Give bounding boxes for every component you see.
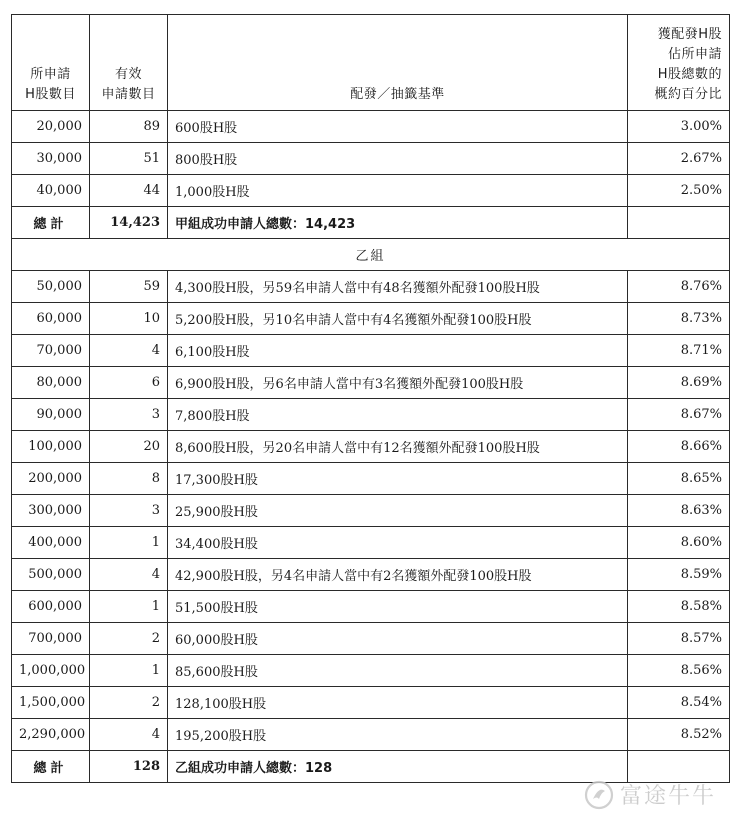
header-percent-line2: 佔所申請 [667, 47, 722, 62]
header-allocation-basis: 配發／抽籤基準 [168, 15, 628, 111]
header-applied-line1: 所申請 [30, 67, 71, 82]
total-valid-count: 14,423 [90, 207, 168, 239]
allocation-basis-cell: 1,000股H股 [168, 175, 628, 207]
allocation-percent-cell: 8.54% [628, 687, 730, 719]
allocation-percent-cell: 8.67% [628, 399, 730, 431]
table-row [12, 687, 730, 719]
allocation-basis-cell: 42,900股H股，另4名申請人當中有2名獲額外配發100股H股 [168, 559, 628, 591]
allocation-basis-cell: 6,900股H股，另6名申請人當中有3名獲額外配發100股H股 [168, 367, 628, 399]
allocation-basis-cell: 8,600股H股，另20名申請人當中有12名獲額外配發100股H股 [168, 431, 628, 463]
section-a-total-body [12, 207, 730, 271]
valid-applications-cell: 44 [90, 175, 168, 207]
table-row [12, 175, 730, 207]
valid-applications-cell: 3 [90, 399, 168, 431]
applied-shares-cell: 90,000 [12, 399, 90, 431]
applied-shares-cell: 20,000 [12, 111, 90, 143]
applied-shares-cell: 40,000 [12, 175, 90, 207]
header-applied-line2: H股數目 [25, 87, 76, 102]
allocation-percent-cell: 8.69% [628, 367, 730, 399]
applied-shares-cell: 400,000 [12, 527, 90, 559]
valid-applications-cell: 4 [90, 719, 168, 751]
valid-applications-cell: 10 [90, 303, 168, 335]
valid-applications-cell: 51 [90, 143, 168, 175]
header-percent-line3: H股總數的 [657, 67, 722, 82]
table-row [12, 495, 730, 527]
allocation-basis-cell: 34,400股H股 [168, 527, 628, 559]
allocation-percent-cell: 8.73% [628, 303, 730, 335]
allocation-basis-cell: 6,100股H股 [168, 335, 628, 367]
allocation-basis-cell: 4,300股H股，另59名申請人當中有48名獲額外配發100股H股 [168, 271, 628, 303]
section-b-body [12, 271, 730, 751]
allocation-percent-cell: 2.50% [628, 175, 730, 207]
valid-applications-cell: 4 [90, 335, 168, 367]
allocation-basis-cell: 60,000股H股 [168, 623, 628, 655]
applied-shares-cell: 700,000 [12, 623, 90, 655]
allocation-basis-cell: 800股H股 [168, 143, 628, 175]
table-row [12, 591, 730, 623]
applied-shares-cell: 60,000 [12, 303, 90, 335]
valid-applications-cell: 1 [90, 591, 168, 623]
allocation-basis-cell: 17,300股H股 [168, 463, 628, 495]
total-summary: 乙組成功申請人總數：128 [168, 751, 628, 783]
allocation-basis-cell: 195,200股H股 [168, 719, 628, 751]
applied-shares-cell: 500,000 [12, 559, 90, 591]
allocation-basis-cell: 600股H股 [168, 111, 628, 143]
allocation-percent-cell: 8.59% [628, 559, 730, 591]
allocation-basis-cell: 25,900股H股 [168, 495, 628, 527]
allocation-percent-cell: 3.00% [628, 111, 730, 143]
table-row [12, 719, 730, 751]
allocation-percent-cell: 2.67% [628, 143, 730, 175]
table-row [12, 623, 730, 655]
total-percent-empty [628, 751, 730, 783]
allocation-percent-cell: 8.66% [628, 431, 730, 463]
applied-shares-cell: 2,290,000 [12, 719, 90, 751]
allocation-percent-cell: 8.56% [628, 655, 730, 687]
valid-applications-cell: 2 [90, 687, 168, 719]
watermark [584, 779, 716, 810]
allocation-percent-cell: 8.63% [628, 495, 730, 527]
header-percent-line1: 獲配發H股 [657, 27, 722, 42]
watermark-text: 富途牛牛 [619, 784, 716, 809]
table-row [12, 399, 730, 431]
applied-shares-cell: 50,000 [12, 271, 90, 303]
section-b-total-row [12, 751, 730, 783]
allocation-basis-cell: 85,600股H股 [168, 655, 628, 687]
total-valid-count: 128 [90, 751, 168, 783]
header-valid-line1: 有效 [114, 67, 142, 82]
valid-applications-cell: 20 [90, 431, 168, 463]
allocation-basis-cell: 128,100股H股 [168, 687, 628, 719]
section-a-total-row [12, 207, 730, 239]
applied-shares-cell: 100,000 [12, 431, 90, 463]
header-valid-applications [90, 15, 168, 111]
section-b-total-body [12, 751, 730, 783]
table-row [12, 111, 730, 143]
valid-applications-cell: 4 [90, 559, 168, 591]
section-a-body [12, 111, 730, 207]
table-row [12, 367, 730, 399]
table-row [12, 143, 730, 175]
allocation-percent-cell: 8.71% [628, 335, 730, 367]
applied-shares-cell: 70,000 [12, 335, 90, 367]
allocation-percent-cell: 8.57% [628, 623, 730, 655]
applied-shares-cell: 300,000 [12, 495, 90, 527]
allocation-percent-cell: 8.65% [628, 463, 730, 495]
total-label: 總計 [12, 751, 90, 783]
header-allocation-percent [628, 15, 730, 111]
valid-applications-cell: 89 [90, 111, 168, 143]
valid-applications-cell: 3 [90, 495, 168, 527]
table-row [12, 431, 730, 463]
table-row [12, 335, 730, 367]
table-row [12, 463, 730, 495]
valid-applications-cell: 6 [90, 367, 168, 399]
applied-shares-cell: 1,000,000 [12, 655, 90, 687]
allocation-percent-cell: 8.60% [628, 527, 730, 559]
applied-shares-cell: 200,000 [12, 463, 90, 495]
allocation-percent-cell: 8.52% [628, 719, 730, 751]
table-row [12, 559, 730, 591]
futu-logo-icon [584, 780, 614, 810]
table-row [12, 527, 730, 559]
table-row [12, 271, 730, 303]
total-percent-empty [628, 207, 730, 239]
valid-applications-cell: 2 [90, 623, 168, 655]
total-summary: 甲組成功申請人總數：14,423 [168, 207, 628, 239]
valid-applications-cell: 1 [90, 527, 168, 559]
allocation-basis-cell: 51,500股H股 [168, 591, 628, 623]
header-row [12, 15, 730, 111]
section-b-title: 乙組 [12, 239, 730, 271]
section-b-header-row [12, 239, 730, 271]
table-row [12, 655, 730, 687]
valid-applications-cell: 1 [90, 655, 168, 687]
applied-shares-cell: 600,000 [12, 591, 90, 623]
applied-shares-cell: 1,500,000 [12, 687, 90, 719]
valid-applications-cell: 59 [90, 271, 168, 303]
allocation-basis-cell: 7,800股H股 [168, 399, 628, 431]
allocation-table [11, 14, 730, 783]
header-applied-shares [12, 15, 90, 111]
total-label: 總計 [12, 207, 90, 239]
header-valid-line2: 申請數目 [101, 87, 156, 102]
allocation-percent-cell: 8.58% [628, 591, 730, 623]
table-row [12, 303, 730, 335]
applied-shares-cell: 30,000 [12, 143, 90, 175]
allocation-basis-cell: 5,200股H股，另10名申請人當中有4名獲額外配發100股H股 [168, 303, 628, 335]
valid-applications-cell: 8 [90, 463, 168, 495]
allocation-percent-cell: 8.76% [628, 271, 730, 303]
header-percent-line4: 概約百分比 [654, 87, 722, 102]
applied-shares-cell: 80,000 [12, 367, 90, 399]
